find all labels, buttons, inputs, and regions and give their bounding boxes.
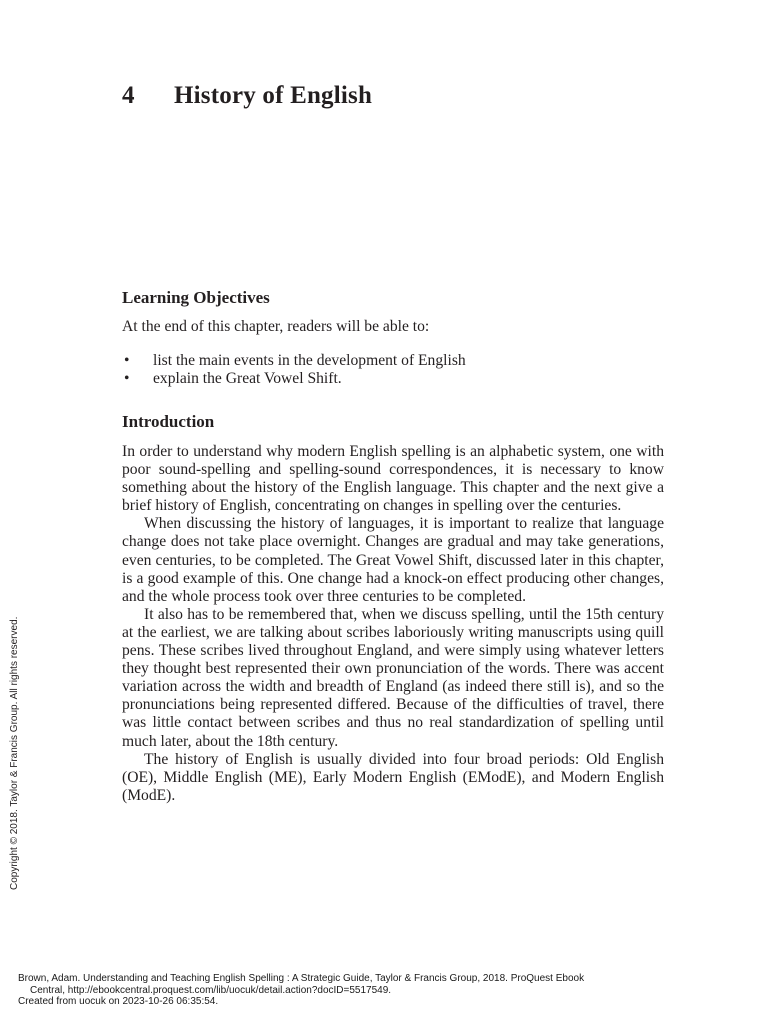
bullet-icon: • (124, 352, 130, 369)
list-item (122, 370, 662, 388)
chapter-heading (122, 82, 372, 110)
body-paragraph: It also has to be remembered that, when we discuss spelling, until the 15th century at the earliest, we are talking about scribes laboriously writing manuscripts using quill pens. These scribes lived throughout England, and were simply using whatever letters they thought best represented their own pronunciation of the words. There was accent variation across the width and breadth of England (as indeed there still is), and so the pronunciations being represented differed. Because of the difficulties of travel, there was little contact between scribes and thus no real standardization of spelling until much later, about the 18th century. (122, 605, 664, 750)
body-paragraph: The history of English is usually divided into four broad periods: Old English (OE), Middle English (ME), Early Modern English (EModE), and Modern English (ModE). (122, 750, 664, 804)
citation-footer (18, 973, 758, 1008)
learning-objectives-heading: Learning Objectives (122, 288, 270, 307)
citation-line: Brown, Adam. Understanding and Teaching English Spelling : A Strategic Guide, Taylor & Francis Group, 2018. ProQuest Ebook (18, 973, 585, 984)
chapter-title: History of English (174, 82, 373, 109)
body-paragraph: When discussing the history of languages, it is important to realize that language change does not take place overnight. Changes are gradual and may take generations, even centuries, to be completed. The Great Vowel Shift, discussed later in this chapter, is a good example of this. One change had a knock-on effect producing other changes, and the whole process took over three centuries to be completed. (122, 515, 664, 605)
citation-url-line: Central, http://ebookcentral.proquest.com/lib/uocuk/detail.action?docID=5517549. (30, 984, 392, 996)
list-item-text: explain the Great Vowel Shift. (153, 370, 342, 388)
introduction-heading: Introduction (122, 412, 215, 431)
learning-objectives-list (122, 352, 662, 389)
copyright-notice: Copyright © 2018. Taylor & Francis Group. All rights reserved. (9, 616, 20, 890)
created-timestamp: Created from uocuk on 2023-10-26 06:35:54. (18, 996, 219, 1007)
list-item (122, 352, 662, 370)
bullet-icon: • (124, 370, 130, 388)
body-paragraph: In order to understand why modern English spelling is an alphabetic system, one with poor sound-spelling and spelling-sound correspondences, it is necessary to know something about the history of the English language. This chapter and the next give a brief history of English, concentrating on changes in spelling over the centuries. (122, 443, 664, 515)
chapter-number: 4 (122, 82, 135, 109)
introduction-body (122, 443, 664, 805)
list-item-text: list the main events in the development of English (153, 352, 466, 369)
learning-objectives-lead: At the end of this chapter, readers will be able to: (122, 318, 430, 335)
